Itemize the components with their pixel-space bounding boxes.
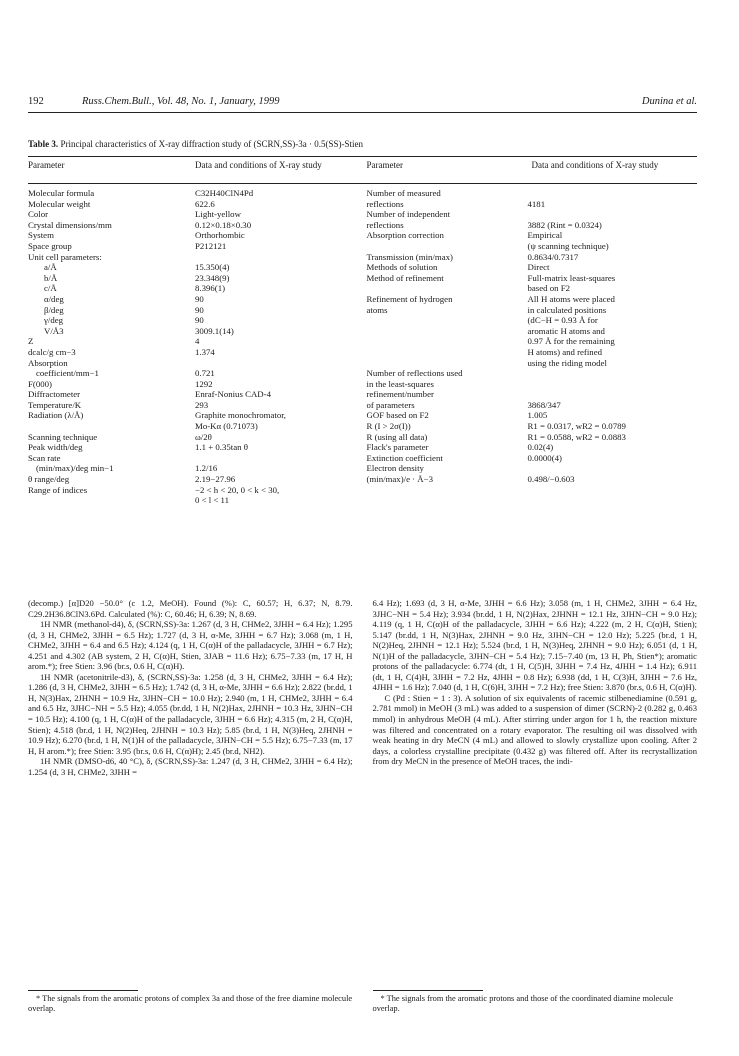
value-cell: Full-matrix least-squares based on F2 — [527, 272, 616, 294]
parameter-cell: Temperature/K — [28, 399, 82, 410]
value-cell: 90 — [195, 315, 204, 326]
value-cell: 622.6 — [195, 198, 215, 209]
body-column-right — [373, 598, 698, 777]
table-row — [28, 453, 363, 464]
value-cell: 90 — [195, 293, 204, 304]
table-row — [28, 347, 363, 358]
body-paragraph: 1H NMR (methanol-d4), δ, (SCRN,SS)-3a: 1.267 (d, 3 H, CHMe2, 3JHH = 6.4 Hz); 1.295 (d, 3 H, CHMe2, 3JHH = 6.5 Hz); 1.727 (d, 3 H, α-Me, 3JHH = 6.7 Hz); 3.068 (m, 1 H, CHMe2, 3JHH = 6.4 and 6.5 Hz); 4.124 (q, 1 H, C(α)H of the palladacycle, 3JHH = 6.7 Hz); 4.251 and 4.302 (AB system, 2 H, C(α)H, Stien, 3JAB = 11.6 Hz); 6.75−7.33 (m, 17 H, H arom.*); free Stien: 3.96 (br.s, 0.6 H, C(α)H). — [28, 619, 353, 672]
table-row — [28, 389, 363, 400]
table-row — [28, 463, 363, 474]
table-row — [363, 368, 698, 410]
value-cell: 293 — [195, 399, 209, 410]
table-row — [363, 453, 698, 464]
parameter-cell: Methods of solution — [366, 262, 438, 273]
value-cell: Orthorhombic — [195, 230, 245, 241]
value-cell: All H atoms were placed in calculated positions (dC−H = 0.93 Å for aromatic H atoms and 0.97 Å for the remaining H atoms) and refined using the riding model — [527, 293, 615, 368]
parameter-cell: coefficient/mm−1 — [36, 368, 99, 379]
table-header-left — [28, 160, 363, 183]
parameter-cell: R (using all data) — [366, 431, 428, 442]
table-row — [28, 315, 363, 326]
table-row — [28, 262, 363, 273]
parameter-cell: α/deg — [44, 293, 64, 304]
table-row — [28, 252, 363, 263]
footnote-left-column — [28, 990, 353, 1014]
value-cell: 0.8634/0.7317 — [527, 251, 579, 262]
right-rows — [363, 188, 698, 506]
parameter-cell: Scanning technique — [28, 431, 98, 442]
value-cell: 1.1 + 0.35tan θ — [195, 442, 248, 453]
header-data: Data and conditions of X-ray study — [531, 160, 659, 170]
table-row — [28, 230, 363, 241]
footnote-rule — [373, 990, 483, 991]
header-parameter: Parameter — [366, 160, 403, 170]
table-row — [28, 188, 363, 199]
table-label: Table 3. — [28, 139, 59, 149]
value-cell: 1.2/16 — [195, 463, 218, 474]
header-data: Data and conditions of X-ray study — [195, 160, 322, 170]
value-cell: 0.498/−0.603 — [527, 474, 575, 485]
table-header-right — [363, 160, 698, 183]
parameter-cell: Number of measured reflections — [366, 188, 441, 209]
footnote-right: * The signals from the aromatic protons and those of the coordinated diamine molecule overlap. — [372, 994, 674, 1014]
parameter-cell: γ/deg — [44, 315, 64, 326]
table-caption — [28, 138, 697, 150]
table-row — [363, 294, 698, 368]
value-cell: −2 < h < 20, 0 < k < 30, 0 < l < 11 — [195, 484, 280, 506]
running-head — [28, 96, 697, 112]
table-row — [28, 485, 363, 506]
body-paragraph: 1H NMR (DMSO-d6, 40 °C), δ, (SCRN,SS)-3a: 1.247 (d, 3 H, CHMe2, 3JHH = 6.4 Hz); 1.254 (d, 3 H, CHMe2, 3JHH = — [28, 756, 353, 777]
table-body — [28, 184, 697, 506]
table-row — [363, 230, 698, 251]
parameter-cell: Flack's parameter — [366, 442, 429, 453]
parameter-cell: Number of reflections used in the least-squares refinement/number of parameters — [366, 368, 463, 410]
table-row — [28, 305, 363, 316]
parameter-cell: θ range/deg — [28, 474, 70, 485]
value-cell — [195, 453, 363, 464]
parameter-cell: Molecular weight — [28, 198, 91, 209]
value-cell: 23.348(9) — [195, 272, 230, 283]
table-row — [28, 241, 363, 252]
value-cell: 15.350(4) — [195, 262, 230, 273]
table-row — [28, 326, 363, 337]
parameter-cell: Diffractometer — [28, 389, 81, 400]
body-paragraph: 1H NMR (acetonitrile-d3), δ, (SCRN,SS)-3a: 1.258 (d, 3 H, CHMe2, 3JHH = 6.4 Hz); 1.286 (d, 3 H, CHMe2, 3JHH = 6.5 Hz); 1.742 (d, 3 H, α-Me, 3JHH = 6.6 Hz); 2.822 (br.dd, 1 H, N(3)Hax, 2JHNH = 10.9 Hz, 3JHN−CH = 10.0 Hz); 2.940 (m, 1 H, CHMe2, 3JHH = 6.4 and 6.5 Hz, 3JHC−NH = 5.5 Hz); 4.055 (br.dd, 1 H, N(2)Hax, 2JHNH = 10.3 Hz, 3JHN−CH = 10.5 Hz); 4.100 (q, 1 H, C(α)H of the palladacycle, 3JHH = 6.6 Hz); 4.315 (m, 2 H, C(α)H, Stien); 4.518 (br.d, 1 H, N(2)Heq, 2JHNH = 10.3 Hz); 5.85 (br.d, 1 H, N(3)Heq, 2JHNH = 10.9 Hz); 6.270 (br.d, 1 H, N(1)H of the palladacycle, 3JHN−CH = 5.5 Hz); 6.75−7.33 (m, 17 H, H arom.*); free Stien: 3.95 (br.s, 0.6 H, C(α)H); 2.45 (br.d, NH2). — [28, 671, 353, 756]
parameter-cell: b/Å — [44, 272, 58, 283]
table-header-row — [28, 157, 697, 183]
value-cell: 1.005 — [527, 410, 548, 421]
table-row — [28, 294, 363, 305]
table-caption-text: Principal characteristics of X-ray diffraction study of (SCRN,SS)-3a · 0.5(SS)-Stien — [60, 139, 363, 149]
parameter-cell: R (I > 2σ(I)) — [366, 421, 411, 432]
value-cell: 8.396(1) — [195, 283, 226, 294]
value-cell: 0.721 — [195, 368, 215, 379]
table-row — [363, 442, 698, 453]
body-paragraph: 6.4 Hz); 1.693 (d, 3 H, α-Me, 3JHH = 6.6 Hz); 3.058 (m, 1 H, CHMe2, 3JHH = 6.4 Hz, 3JHC−NH = 5.4 Hz); 3.934 (br.dd, 1 H, N(2)Hax, 2JHNH = 12.1 Hz, 3JHN−CH = 9.0 Hz); 4.119 (q, 1 H, C(α)H of the palladacycle, 3JHH = 6.6 Hz); 4.222 (m, 2 H, C(α)H, Stien); 5.147 (br.dd, 1 H, N(3)Hax, 2JHNH = 9.0 Hz, 3JHN−CH = 12.0 Hz); 5.225 (br.d, 1 H, N(2)Heq, 2JHNH = 12.1 Hz); 5.524 (br.d, 1 H, N(3)Heq, 2JHNH = 9.0 Hz); 6.051 (d, 1 H, N(1)H of the palladacycle, 3JHN−CH = 5.4 Hz); 7.15−7.40 (m, 13 H, Ph, Stien*); aromatic protons of the palladacycle: 6.774 (dt, 1 H, C(5)H, 3JHH = 7.4 Hz, 4JHH = 1.4 Hz); 6.911 (dt, 1 H, C(4)H, 3JHH = 7.2 Hz, 4JHH = 0.8 Hz); 6.938 (dd, 1 H, C(3)H, 3JHH = 7.6 Hz, 4JHH = 1.6 Hz); 7.040 (d, 1 H, C(6)H, 3JHH = 7.2 Hz); free Stien: 3.870 (br.s, 0.6 H, C(α)H). — [372, 598, 697, 693]
parameter-cell: Absorption — [28, 357, 68, 368]
parameter-cell: Absorption correction — [366, 230, 444, 241]
parameter-cell: (min/max)/deg min−1 — [36, 463, 114, 474]
value-cell: Empirical (ψ scanning technique) — [527, 230, 609, 251]
value-cell: P212121 — [195, 240, 227, 251]
value-cell: 4 — [195, 336, 200, 347]
table-row — [28, 199, 363, 210]
xray-table — [28, 156, 697, 506]
table-row — [28, 273, 363, 284]
value-cell: ω/2θ — [195, 431, 212, 442]
parameter-cell: Method of refinement — [366, 272, 444, 283]
value-cell: 0.12×0.18×0.30 — [195, 219, 252, 230]
parameter-cell: Transmission (min/max) — [366, 251, 453, 262]
parameter-cell: dcalc/g cm−3 — [28, 346, 76, 357]
body-paragraph: (decomp.) [α]D20 −50.0° (c 1.2, MeOH). Found (%): C, 60.57; H, 6.37; N, 8.79. C29.2H36.8ClN3.6Pd. Calculated (%): C, 60.46; H, 6.39; N, 8.69. — [28, 598, 353, 619]
table-row — [28, 336, 363, 347]
parameter-cell: Molecular formula — [28, 188, 95, 198]
table-right-half — [363, 188, 698, 506]
table-row — [28, 220, 363, 231]
value-cell: 4181 — [527, 198, 546, 209]
table-row — [28, 358, 363, 369]
footnote-left: * The signals from the aromatic protons of complex 3a and those of the free diamine molecule overlap. — [28, 994, 353, 1014]
parameter-cell: Radiation (λ/Å) — [28, 410, 84, 421]
left-rows — [28, 188, 363, 506]
value-cell: 3868/347 — [527, 399, 561, 410]
table-row — [28, 410, 363, 431]
parameter-cell: Peak width/deg — [28, 442, 83, 453]
header-rule — [28, 112, 697, 113]
page-number: 192 — [28, 96, 44, 107]
value-cell: 0.02(4) — [527, 442, 554, 453]
running-authors: Dunina et al. — [641, 96, 697, 107]
table-row — [363, 209, 698, 230]
table-row — [28, 442, 363, 453]
body-text — [28, 598, 697, 777]
parameter-cell: Crystal dimensions/mm — [28, 219, 112, 230]
value-cell: 2.19−27.96 — [195, 474, 236, 485]
body-column-left — [28, 598, 353, 777]
parameter-cell: System — [28, 230, 54, 241]
footnotes — [28, 990, 697, 1014]
footnote-rule — [28, 990, 138, 991]
table-row — [28, 209, 363, 220]
parameter-cell: Unit cell parameters: — [28, 251, 102, 262]
value-cell: Graphite monochromator, Mo-Kα (0.71073) — [195, 410, 287, 432]
value-cell: R1 = 0.0588, wR2 = 0.0883 — [527, 431, 626, 442]
value-cell: 90 — [195, 304, 204, 315]
parameter-cell: c/Å — [44, 283, 57, 294]
value-cell: Enraf-Nonius CAD-4 — [195, 389, 271, 400]
value-cell: C32H40ClN4Pd — [195, 188, 254, 198]
parameter-cell: Space group — [28, 240, 72, 251]
table-row — [363, 262, 698, 273]
parameter-cell: Scan rate — [28, 452, 61, 463]
footnote-right-column — [373, 990, 698, 1014]
table-left-half — [28, 188, 363, 506]
parameter-cell: Range of indices — [28, 484, 88, 495]
value-cell: 1292 — [195, 378, 213, 389]
value-cell: Light-yellow — [195, 209, 241, 220]
header-parameter: Parameter — [28, 160, 65, 170]
table-row — [363, 463, 698, 484]
value-cell: 3882 (Rint = 0.0324) — [527, 219, 602, 230]
value-cell — [195, 358, 363, 369]
parameter-cell: Number of independent reflections — [366, 209, 451, 230]
table-row — [28, 432, 363, 443]
parameter-cell: Electron density (min/max)/e · Å−3 — [366, 463, 434, 485]
table-row — [28, 379, 363, 390]
parameter-cell: GOF based on F2 — [366, 410, 429, 421]
table-row — [28, 283, 363, 294]
table-row — [363, 432, 698, 443]
table-row — [28, 400, 363, 411]
value-cell — [195, 252, 363, 263]
value-cell: 1.374 — [195, 346, 215, 357]
parameter-cell: Z — [28, 336, 34, 347]
table-row — [363, 252, 698, 263]
table-row — [28, 474, 363, 485]
parameter-cell: F(000) — [28, 378, 52, 389]
parameter-cell: a/Å — [44, 262, 57, 273]
parameter-cell: Extinction coefficient — [366, 452, 443, 463]
parameter-cell: Color — [28, 209, 49, 220]
journal-citation: Russ.Chem.Bull., Vol. 48, No. 1, January, 1999 — [82, 96, 280, 107]
parameter-cell: V/Å3 — [44, 325, 64, 336]
table-row — [363, 188, 698, 209]
value-cell: R1 = 0.0317, wR2 = 0.0789 — [527, 421, 626, 432]
table-row — [28, 368, 363, 379]
value-cell: Direct — [527, 262, 550, 273]
body-paragraph: C (Pd : Stien = 1 : 3). A solution of six equivalents of racemic stilbenediamine (0.591 g, 2.781 mmol) in MeOH (3 mL) was added to a suspension of dimer (SCRN)-2 (0.282 g, 0.463 mmol) in anhydrous MeOH (4 mL). After stirring under argon for 1 h, the reaction mixture was filtered and concentrated on a rotary evaporator. The resulting oil was dissolved with weak heating in dry MeCN (4 mL) and allowed to slowly crystallize upon cooling. After 2 days, a colorless crystalline precipitate (0.432 g) was filtered off. After its recrystallization from dry MeCN in the presence of MeOH traces, the indi- — [372, 692, 697, 767]
value-cell: 0.0000(4) — [527, 452, 562, 463]
parameter-cell: β/deg — [44, 304, 64, 315]
table-row — [363, 273, 698, 294]
value-cell: 3009.1(14) — [195, 325, 234, 336]
table-row — [363, 410, 698, 421]
parameter-cell: Refinement of hydrogen atoms — [366, 293, 453, 315]
table-row — [363, 421, 698, 432]
